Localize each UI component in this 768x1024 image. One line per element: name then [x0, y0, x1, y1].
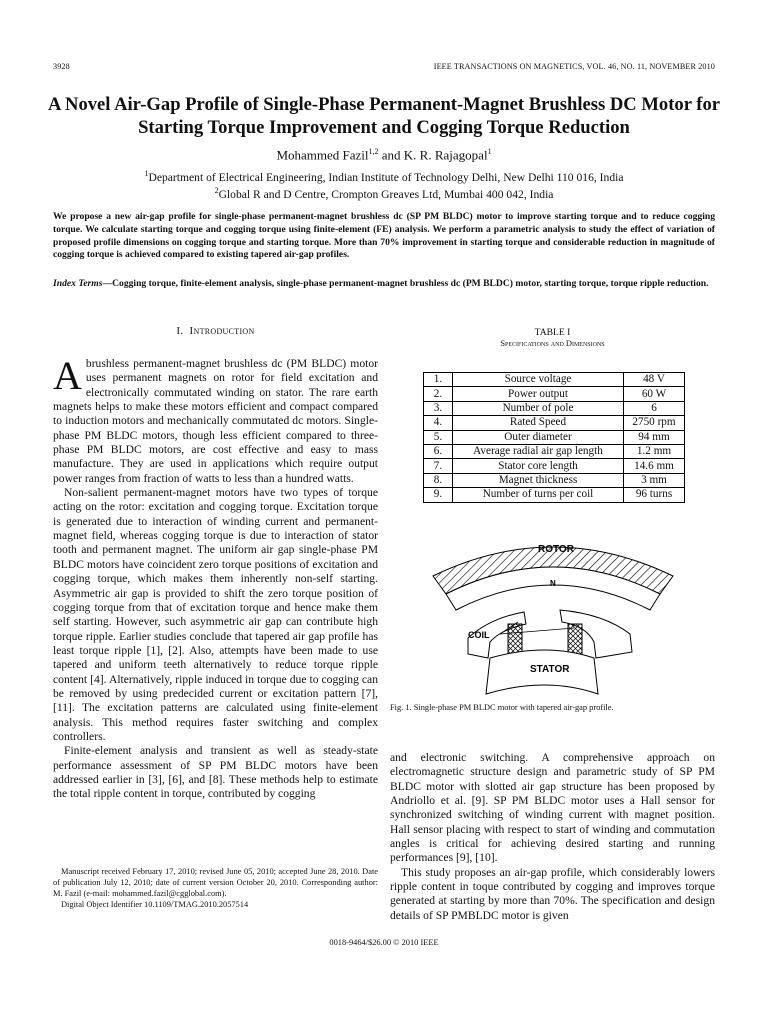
page-number: 3928 — [53, 62, 70, 71]
author-2-sup: 1 — [487, 147, 492, 156]
abstract: We propose a new air-gap profile for single-phase permanent-magnet brushless dc (SP PM BLDC) motor to improve starting torque and to reduce cogging torque. We calculate starting torque and cogging torque using finite-element (FE) analysis. We perform a parametric analysis to study the effect of variation of proposed profile dimensions on cogging torque and starting torque. More than 70% improvement in starting torque and considerable reduction in magnitude of cogging torque is achieved compared to existing tapered air-gap profiles. — [53, 211, 715, 261]
affiliations — [40, 167, 728, 202]
table-cell: 5. — [424, 430, 453, 444]
table-cell: 6 — [624, 401, 685, 415]
left-column — [53, 353, 378, 802]
affiliation-1-text: Department of Electrical Engineering, Indian Institute of Technology Delhi, New Delhi 110 016, India — [148, 170, 624, 184]
author-1-sup: 1,2 — [368, 147, 379, 156]
table-row — [424, 387, 685, 401]
table-row — [424, 401, 685, 415]
affiliation-2-sup: 2 — [214, 186, 219, 196]
table-cell: Number of turns per coil — [453, 488, 624, 502]
table-row — [424, 416, 685, 430]
table-cell: 7. — [424, 459, 453, 473]
table-cell: 2. — [424, 387, 453, 401]
table-row — [424, 444, 685, 458]
affiliation-2 — [40, 184, 728, 201]
intro-paragraph-1-text: brushless permanent-magnet brushless dc (PM BLDC) motor uses permanent magnets on rotor for field excitation and electronically commutated winding on stator. The rare earth magnets helps to make these motors efficient and compact compared to induction motors and mechanically commutated dc motors. Single-phase PM BLDC motors, though less efficient compared to three-phase PM BLDC motors, are cost effective and easy to mass manufacture. They are used in applications which require output power ranges from fraction of watts to less than a hundred watts. — [53, 357, 378, 485]
table-cell: 3. — [424, 401, 453, 415]
dropcap: A — [53, 353, 82, 398]
table-cell: Rated Speed — [453, 416, 624, 430]
journal-header: IEEE TRANSACTIONS ON MAGNETICS, VOL. 46, NO. 11, NOVEMBER 2010 — [433, 62, 715, 71]
motor-figure — [428, 526, 678, 701]
table-row — [424, 473, 685, 487]
intro-paragraph-2: Non-salient permanent-magnet motors have two types of torque acting on the rotor: excitation and cogging torque. Excitation torque is generated due to interaction of winding current and permanent-magnet field, whereas cogging torque is due to interaction of stator tooth and permanent magnet. The uniform air gap single-phase PM BLDC motors have coincident zero torque positions of excitation and cogging torque, which makes them inherently non-self starting. Asymmetric air gap is provided to shift the zero torque position of cogging torque from that of excitation torque and hence make them self starting. However, such asymmetric air gap can contribute high torque ripple. Earlier studies conclude that tapered air gap profile has least torque ripple [1], [2]. Also, attempts have been made to use tapered and uniform teeth alternatively to reduce torque ripple content [4]. Alternatively, ripple induced in torque due to cogging can be removed by using predecided current or excitation pattern [7], [11]. The excitation patterns are calculated using finite-element analysis. This method requires faster switching and complex controllers. — [53, 486, 378, 743]
section-title: Introduction — [189, 325, 255, 337]
table-cell: Outer diameter — [453, 430, 624, 444]
rotor-label: ROTOR — [538, 544, 574, 555]
affiliation-2-text: Global R and D Centre, Crompton Greaves Ltd, Mumbai 400 042, India — [218, 188, 554, 202]
index-terms-text: —Cogging torque, finite-element analysis, single-phase permanent-magnet brushless dc (PM BLDC) motor, starting torque, torque ripple reduction. — [102, 278, 709, 289]
right-column — [390, 751, 715, 923]
table-cell: 1.2 mm — [624, 444, 685, 458]
table-cell: 4. — [424, 416, 453, 430]
table-cell: 2750 rpm — [624, 416, 685, 430]
table-cell: Average radial air gap length — [453, 444, 624, 458]
stator-label: STATOR — [530, 664, 570, 675]
right-paragraph-1: and electronic switching. A comprehensive approach on electromagnetic structure design and parametric study of SP PM BLDC motor with slotted air gap structure has been proposed by Andriollo et al. [9]. SP PM BLDC motor uses a Hall sensor for synchronized switching of winding current with magnet position. Hall sensor placing with respect to start of winding and commutation angles is critical for achieving desired starting and running performances [9], [10]. — [390, 751, 715, 865]
table-cell: 60 W — [624, 387, 685, 401]
affiliation-1-sup: 1 — [144, 169, 149, 178]
figure-caption: Fig. 1. Single-phase PM BLDC motor with tapered air-gap profile. — [390, 703, 614, 712]
section-heading — [53, 325, 378, 337]
footnote-doi: Digital Object Identifier 10.1109/TMAG.2010.2057514 — [61, 900, 249, 909]
table-caption: Specifications and Dimensions — [500, 339, 605, 348]
footnote-manuscript: Manuscript received February 17, 2010; revised June 05, 2010; accepted June 28, 2010. Date of publication July 12, 2010; date of current version October 20, 2010. Corresponding author: M. Fazil (e-mail: mohammed.fazil@cgglobal.com). — [53, 867, 378, 898]
table-cell: 96 turns — [624, 488, 685, 502]
spec-table — [423, 372, 685, 503]
author-2: K. R. Rajagopal — [403, 147, 488, 163]
table-cell: Number of pole — [453, 401, 624, 415]
table-row — [424, 488, 685, 502]
table-cell: 94 mm — [624, 430, 685, 444]
table-row — [424, 373, 685, 387]
author-and: and — [381, 147, 401, 163]
intro-paragraph-3: Finite-element analysis and transient as well as steady-state performance assessment of SP PM BLDC motors have been addressed earlier in [3], [6], and [8]. These methods help to estimate the total ripple content in torque, contributed by cogging — [53, 744, 378, 801]
table-row — [424, 430, 685, 444]
section-number: I. — [176, 325, 184, 337]
table-cell: 1. — [424, 373, 453, 387]
table-cell: 14.6 mm — [624, 459, 685, 473]
magnet-label: N — [550, 579, 556, 588]
table-cell: 6. — [424, 444, 453, 458]
table-row — [424, 459, 685, 473]
right-paragraph-2: This study proposes an air-gap profile, which considerably lowers ripple content in toque contributed by cogging and improves torque generated at starting by more than 70%. The specification and design details of SP PMBLDC motor is given — [390, 865, 715, 922]
table-cell: 8. — [424, 473, 453, 487]
paper-title: A Novel Air-Gap Profile of Single-Phase Permanent-Magnet Brushless DC Motor for Starting Torque Improvement and Cogging Torque Reduction — [47, 94, 721, 138]
table-label: TABLE I — [534, 327, 571, 338]
table-cell: 3 mm — [624, 473, 685, 487]
coil-label: COIL — [468, 630, 490, 640]
copyright-line: 0018-9464/$26.00 © 2010 IEEE — [329, 938, 439, 947]
table-cell: Source voltage — [453, 373, 624, 387]
authors — [40, 147, 728, 163]
table-cell: 9. — [424, 488, 453, 502]
table-cell: Stator core length — [453, 459, 624, 473]
table-cell: Power output — [453, 387, 624, 401]
table-cell: 48 V — [624, 373, 685, 387]
table-cell: Magnet thickness — [453, 473, 624, 487]
index-terms-label: Index Terms — [53, 278, 103, 289]
footnote — [53, 866, 378, 910]
author-1: Mohammed Fazil — [276, 147, 369, 163]
affiliation-1 — [40, 167, 728, 184]
intro-paragraph-1 — [53, 353, 378, 486]
index-terms — [53, 278, 715, 291]
